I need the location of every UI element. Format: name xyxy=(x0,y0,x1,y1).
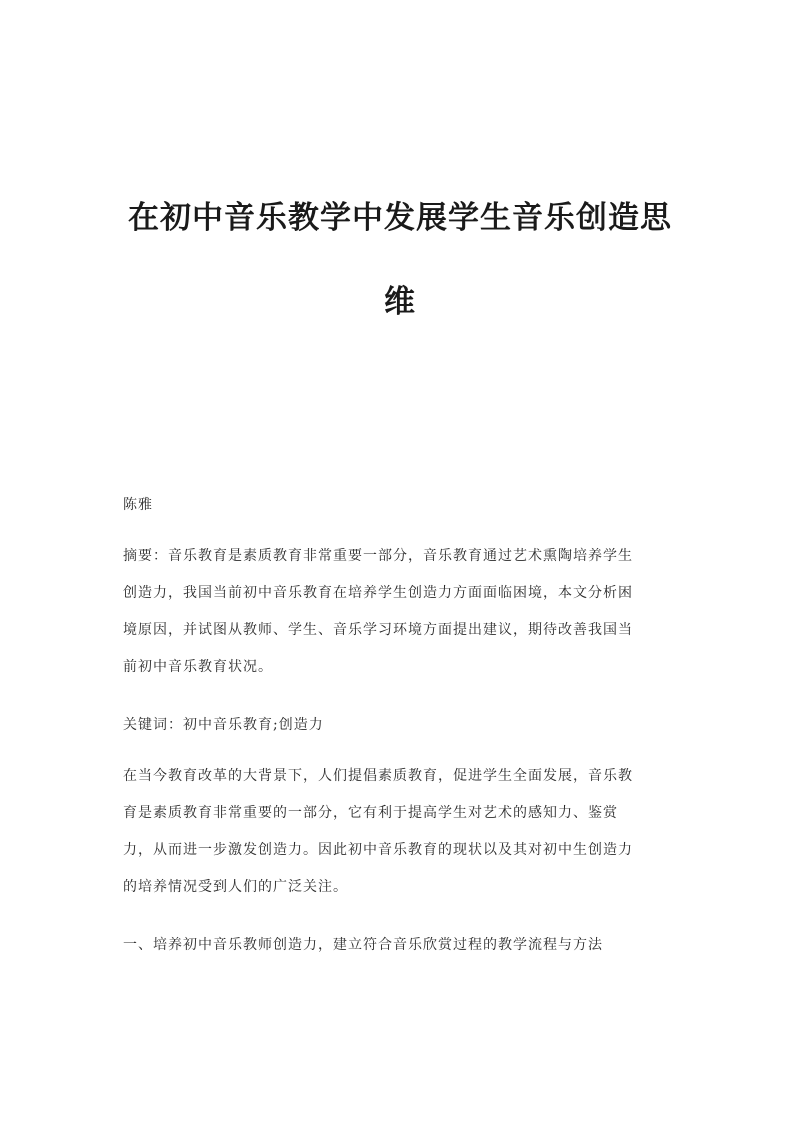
intro-line-3: 力，从而进一步激发创造力。因此初中音乐教育的现状以及其对初中生创造力 xyxy=(123,842,633,858)
author-name: 陈雅 xyxy=(123,497,153,513)
intro-line-1: 在当今教育改革的大背景下，人们提倡素质教育，促进学生全面发展，音乐教 xyxy=(123,768,633,784)
keywords-line: 关键词：初中音乐教育;创造力 xyxy=(123,717,324,733)
abstract-line-4: 前初中音乐教育状况。 xyxy=(123,659,273,675)
intro-line-4: 的培养情况受到人们的广泛关注。 xyxy=(123,879,348,895)
document-title-line-2: 维 xyxy=(384,284,416,320)
abstract-line-1: 摘要：音乐教育是素质教育非常重要一部分，音乐教育通过艺术熏陶培养学生 xyxy=(123,548,633,564)
abstract-line-3: 境原因，并试图从教师、学生、音乐学习环境方面提出建议，期待改善我国当 xyxy=(123,622,633,638)
abstract-line-2: 创造力，我国当前初中音乐教育在培养学生创造力方面面临困境，本文分析困 xyxy=(123,585,633,601)
section-heading-1: 一、培养初中音乐教师创造力，建立符合音乐欣赏过程的教学流程与方法 xyxy=(123,937,603,953)
document-title-line-1: 在初中音乐教学中发展学生音乐创造思 xyxy=(128,200,672,236)
intro-line-2: 育是素质教育非常重要的一部分，它有利于提高学生对艺术的感知力、鉴赏 xyxy=(123,805,618,821)
